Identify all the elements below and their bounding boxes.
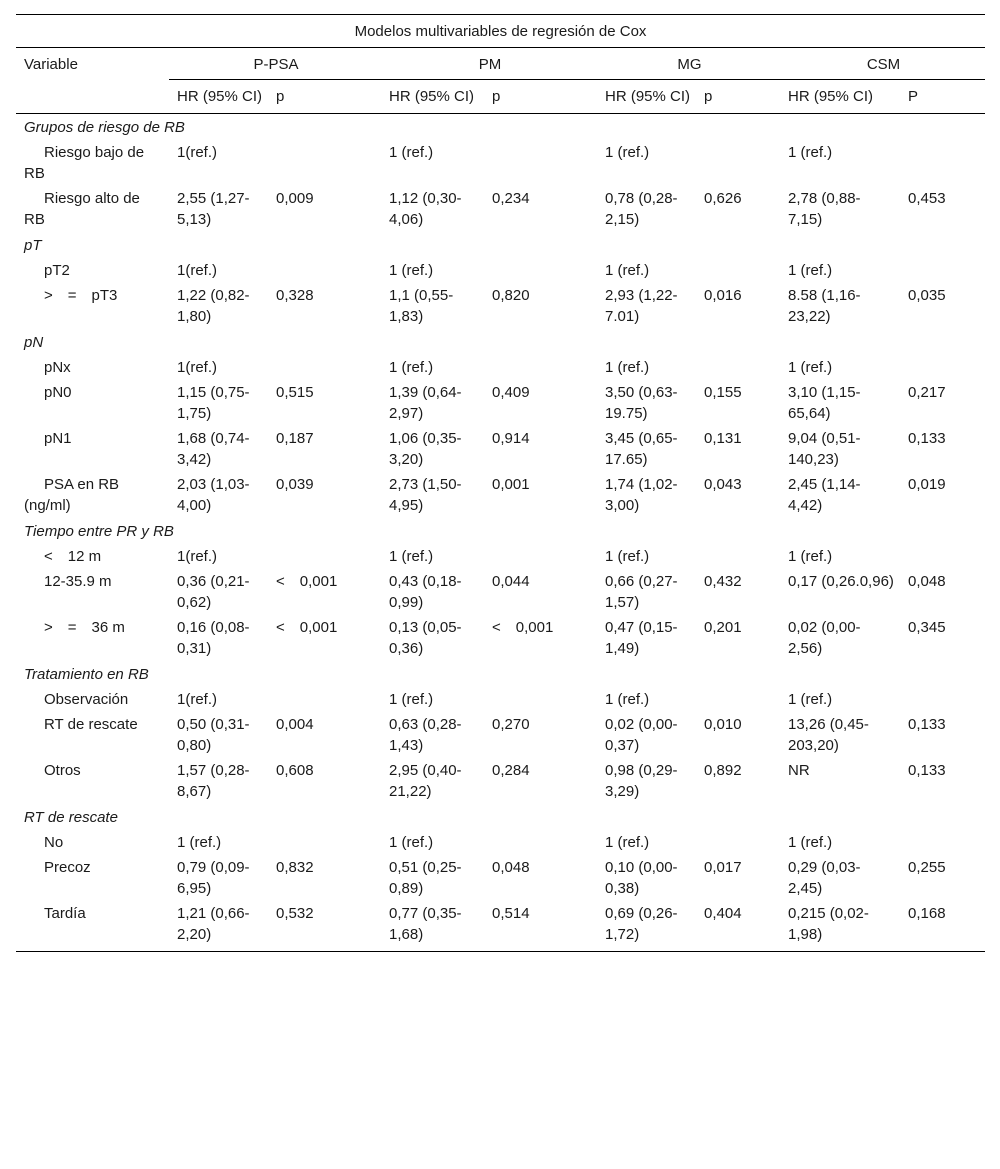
cell-p-pm: 0,048 — [492, 859, 530, 876]
cell-p-mg: 0,131 — [704, 430, 742, 447]
table-row — [16, 901, 985, 952]
cell-hr-csm: 0,17 (0,26.0,96) — [788, 573, 894, 590]
cell-p-mg — [696, 687, 780, 712]
cell-p-p-psa: 0,004 — [276, 716, 314, 733]
cell-hr-pm: 1,12 (0,30-4,06) — [389, 190, 462, 228]
cell-p-pm: 0,270 — [492, 716, 530, 733]
cell-hr-mg: 0,66 (0,27-1,57) — [605, 573, 678, 611]
row-label: > = pT3 — [44, 287, 118, 304]
cell-p-p-psa — [268, 140, 381, 186]
cell-hr-mg: 0,98 (0,29-3,29) — [605, 762, 678, 800]
cell-p-p-psa: 0,832 — [276, 859, 314, 876]
cell-hr-pm: 0,13 (0,05-0,36) — [389, 619, 462, 657]
cell-p-pm — [484, 544, 597, 569]
cell-p-mg: 0,010 — [704, 716, 742, 733]
cell-p-pm: 0,234 — [492, 190, 530, 207]
cell-hr-p-psa: 0,36 (0,21-0,62) — [177, 573, 250, 611]
table-row — [16, 830, 985, 855]
group-header-mg: MG — [597, 48, 780, 80]
row-label: Observación — [44, 691, 129, 708]
cell-hr-csm: 1 (ref.) — [788, 262, 833, 279]
subheader-p-pm: p — [484, 80, 597, 114]
cell-hr-csm: 0,02 (0,00-2,56) — [788, 619, 861, 657]
subheader-hr-pm: HR (95% CI) — [381, 80, 484, 114]
header-group-row — [16, 48, 985, 80]
cell-hr-csm: 8.58 (1,16-23,22) — [788, 287, 861, 325]
cell-p-pm: 0,044 — [492, 573, 530, 590]
cell-hr-csm: 1 (ref.) — [788, 144, 833, 161]
cell-p-csm: 0,019 — [908, 476, 946, 493]
cell-hr-mg: 0,78 (0,28-2,15) — [605, 190, 678, 228]
subheader-p-mg: p — [696, 80, 780, 114]
cell-hr-pm: 2,95 (0,40-21,22) — [389, 762, 462, 800]
cell-p-csm: 0,133 — [908, 716, 946, 733]
section-row — [16, 232, 985, 258]
cell-hr-pm: 1,1 (0,55-1,83) — [389, 287, 454, 325]
cell-p-mg: 0,892 — [704, 762, 742, 779]
table-row — [16, 426, 985, 472]
table-row — [16, 355, 985, 380]
cell-hr-p-psa: 0,16 (0,08-0,31) — [177, 619, 250, 657]
cell-hr-p-psa: 2,03 (1,03-4,00) — [177, 476, 250, 514]
row-label: > = 36 m — [44, 619, 125, 636]
cell-p-csm: 0,255 — [908, 859, 946, 876]
cell-p-p-psa — [268, 258, 381, 283]
table-row — [16, 258, 985, 283]
cell-hr-pm: 1,39 (0,64-2,97) — [389, 384, 462, 422]
cell-p-p-psa: 0,039 — [276, 476, 314, 493]
cell-p-p-psa: 0,187 — [276, 430, 314, 447]
cell-hr-mg: 1 (ref.) — [605, 691, 650, 708]
table-row — [16, 615, 985, 661]
cell-p-p-psa — [268, 355, 381, 380]
variable-column-header: Variable — [16, 48, 169, 114]
cell-hr-p-psa: 1,57 (0,28-8,67) — [177, 762, 250, 800]
cell-p-p-psa: 0,608 — [276, 762, 314, 779]
cell-p-mg: 0,155 — [704, 384, 742, 401]
cell-hr-mg: 1 (ref.) — [605, 834, 650, 851]
cell-hr-pm: 1 (ref.) — [389, 691, 434, 708]
row-label: < 12 m — [44, 548, 102, 565]
cell-hr-p-psa: 1(ref.) — [177, 144, 218, 161]
cell-p-pm: 0,820 — [492, 287, 530, 304]
section-row — [16, 114, 985, 141]
group-header-pm: PM — [381, 48, 597, 80]
cell-p-csm — [900, 140, 985, 186]
cell-p-pm: 0,284 — [492, 762, 530, 779]
cell-hr-pm: 1 (ref.) — [389, 359, 434, 376]
cell-p-csm: 0,133 — [908, 430, 946, 447]
cell-p-csm — [900, 687, 985, 712]
cell-p-p-psa — [268, 830, 381, 855]
cell-p-pm — [484, 687, 597, 712]
table-caption: Modelos multivariables de regresión de Cox — [16, 15, 985, 48]
section-title: pN — [24, 334, 44, 351]
row-label: Tardía — [16, 901, 169, 952]
row-label: PSA en RB (ng/ml) — [24, 476, 120, 514]
cell-hr-pm: 1 (ref.) — [389, 548, 434, 565]
cell-hr-pm: 1 (ref.) — [389, 144, 434, 161]
cell-p-mg: 0,017 — [704, 859, 742, 876]
cell-p-p-psa — [268, 687, 381, 712]
table-row — [16, 283, 985, 329]
cell-hr-p-psa: 1(ref.) — [177, 359, 218, 376]
cell-p-pm — [484, 140, 597, 186]
section-title: Tratamiento en RB — [24, 666, 149, 683]
table-caption-row — [16, 15, 985, 48]
cell-hr-csm: 1 (ref.) — [788, 834, 833, 851]
cell-p-p-psa: < 0,001 — [276, 619, 338, 636]
cell-p-csm: 0,217 — [908, 384, 946, 401]
cell-hr-p-psa: 1(ref.) — [177, 691, 218, 708]
group-header-csm: CSM — [780, 48, 985, 80]
cell-hr-pm: 1 (ref.) — [389, 262, 434, 279]
cell-p-csm: 0,133 — [908, 762, 946, 779]
cell-p-pm — [484, 258, 597, 283]
section-row — [16, 329, 985, 355]
table-row — [16, 855, 985, 901]
cell-hr-mg: 0,69 (0,26-1,72) — [597, 901, 696, 952]
cell-p-p-psa: < 0,001 — [276, 573, 338, 590]
cell-p-p-psa: 0,328 — [276, 287, 314, 304]
cell-p-mg: 0,043 — [704, 476, 742, 493]
cell-p-p-psa: 0,515 — [276, 384, 314, 401]
cell-hr-mg: 1 (ref.) — [605, 359, 650, 376]
cell-hr-csm: 1 (ref.) — [788, 359, 833, 376]
group-header-p-psa: P-PSA — [169, 48, 381, 80]
row-label: 12-35.9 m — [44, 573, 112, 590]
cell-p-mg: 0,016 — [704, 287, 742, 304]
table-row — [16, 472, 985, 518]
cell-hr-pm: 1,06 (0,35-3,20) — [389, 430, 462, 468]
subheader-p-p-psa: p — [268, 80, 381, 114]
cell-hr-p-psa: 1,15 (0,75-1,75) — [177, 384, 250, 422]
cell-hr-pm: 0,51 (0,25-0,89) — [389, 859, 462, 897]
cell-hr-csm: 9,04 (0,51-140,23) — [788, 430, 861, 468]
cell-p-pm: 0,914 — [492, 430, 530, 447]
cell-hr-csm: 2,78 (0,88-7,15) — [788, 190, 861, 228]
cell-p-mg: 0,626 — [704, 190, 742, 207]
cell-p-csm — [900, 830, 985, 855]
table-row — [16, 380, 985, 426]
table-row — [16, 569, 985, 615]
cell-p-pm: 0,409 — [492, 384, 530, 401]
cell-hr-csm: 1 (ref.) — [788, 691, 833, 708]
table-row — [16, 758, 985, 804]
table-row — [16, 140, 985, 186]
row-label: pT2 — [44, 262, 70, 279]
cell-hr-csm: NR — [788, 762, 810, 779]
table-body — [16, 15, 985, 952]
row-label: pN0 — [44, 384, 72, 401]
cell-hr-mg: 0,47 (0,15-1,49) — [605, 619, 678, 657]
cell-hr-mg: 0,02 (0,00-0,37) — [605, 716, 678, 754]
table-row — [16, 687, 985, 712]
row-label: pNx — [44, 359, 71, 376]
cell-p-mg — [696, 258, 780, 283]
cell-p-mg: 0,201 — [704, 619, 742, 636]
cell-p-csm — [900, 544, 985, 569]
row-label: Otros — [44, 762, 81, 779]
cell-hr-csm: 1 (ref.) — [788, 548, 833, 565]
cell-hr-csm: 2,45 (1,14-4,42) — [788, 476, 861, 514]
table-row — [16, 186, 985, 232]
cell-hr-p-psa: 0,50 (0,31-0,80) — [177, 716, 250, 754]
cell-hr-pm: 0,63 (0,28-1,43) — [389, 716, 462, 754]
cell-hr-p-psa: 2,55 (1,27-5,13) — [177, 190, 250, 228]
table-row — [16, 712, 985, 758]
cell-p-p-psa: 0,532 — [268, 901, 381, 952]
cell-p-mg — [696, 830, 780, 855]
cell-p-pm: 0,001 — [492, 476, 530, 493]
section-row — [16, 661, 985, 687]
row-label: Riesgo alto de RB — [24, 190, 140, 228]
subheader-hr-mg: HR (95% CI) — [597, 80, 696, 114]
row-label: No — [44, 834, 64, 851]
cell-hr-pm: 1 (ref.) — [389, 834, 434, 851]
cell-p-csm: 0,168 — [900, 901, 985, 952]
section-title: pT — [24, 237, 42, 254]
section-title: Tiempo entre PR y RB — [24, 523, 174, 540]
cell-hr-mg: 1 (ref.) — [605, 548, 650, 565]
cell-p-p-psa — [268, 544, 381, 569]
cell-hr-pm: 2,73 (1,50-4,95) — [389, 476, 462, 514]
cell-hr-mg: 3,45 (0,65-17.65) — [605, 430, 678, 468]
cox-regression-table — [16, 14, 985, 952]
cell-hr-pm: 0,43 (0,18-0,99) — [389, 573, 462, 611]
cell-p-csm — [900, 355, 985, 380]
cell-hr-csm: 13,26 (0,45-203,20) — [788, 716, 869, 754]
table-row — [16, 544, 985, 569]
cell-hr-p-psa: 1 (ref.) — [177, 834, 222, 851]
cell-p-mg: 0,432 — [704, 573, 742, 590]
cell-hr-mg: 1 (ref.) — [605, 262, 650, 279]
section-title: RT de rescate — [24, 809, 118, 826]
row-label: RT de rescate — [44, 716, 138, 733]
cell-p-mg — [696, 544, 780, 569]
cell-hr-p-psa: 1(ref.) — [177, 548, 218, 565]
cox-regression-table-container — [16, 14, 985, 952]
subheader-hr-csm: HR (95% CI) — [780, 80, 900, 114]
cell-hr-mg: 1,74 (1,02-3,00) — [605, 476, 678, 514]
section-row — [16, 804, 985, 830]
row-label: pN1 — [44, 430, 72, 447]
cell-p-mg — [696, 355, 780, 380]
cell-p-pm — [484, 830, 597, 855]
cell-p-csm: 0,345 — [908, 619, 946, 636]
cell-p-p-psa: 0,009 — [276, 190, 314, 207]
cell-p-pm — [484, 355, 597, 380]
cell-p-pm: < 0,001 — [492, 619, 554, 636]
cell-p-csm: 0,048 — [908, 573, 946, 590]
cell-hr-p-psa: 1,22 (0,82-1,80) — [177, 287, 250, 325]
cell-p-csm: 0,453 — [908, 190, 946, 207]
cell-hr-p-psa: 1,68 (0,74-3,42) — [177, 430, 250, 468]
cell-p-csm — [900, 258, 985, 283]
cell-hr-mg: 0,10 (0,00-0,38) — [605, 859, 678, 897]
section-row — [16, 518, 985, 544]
section-title: Grupos de riesgo de RB — [24, 119, 185, 136]
cell-hr-mg: 3,50 (0,63-19.75) — [605, 384, 678, 422]
cell-p-pm: 0,514 — [484, 901, 597, 952]
cell-hr-pm: 0,77 (0,35-1,68) — [381, 901, 484, 952]
row-label: Precoz — [44, 859, 91, 876]
cell-hr-p-psa: 1(ref.) — [177, 262, 218, 279]
cell-hr-csm: 0,215 (0,02-1,98) — [780, 901, 900, 952]
subheader-p-csm: P — [900, 80, 985, 114]
cell-hr-mg: 1 (ref.) — [605, 144, 650, 161]
cell-p-csm: 0,035 — [908, 287, 946, 304]
subheader-hr-p-psa: HR (95% CI) — [169, 80, 268, 114]
cell-hr-p-psa: 1,21 (0,66-2,20) — [169, 901, 268, 952]
row-label: Riesgo bajo de RB — [24, 144, 145, 182]
cell-hr-csm: 0,29 (0,03-2,45) — [788, 859, 861, 897]
cell-p-mg — [696, 140, 780, 186]
cell-p-mg: 0,404 — [696, 901, 780, 952]
cell-hr-mg: 2,93 (1,22-7.01) — [605, 287, 678, 325]
cell-hr-p-psa: 0,79 (0,09-6,95) — [177, 859, 250, 897]
cell-hr-csm: 3,10 (1,15-65,64) — [788, 384, 861, 422]
